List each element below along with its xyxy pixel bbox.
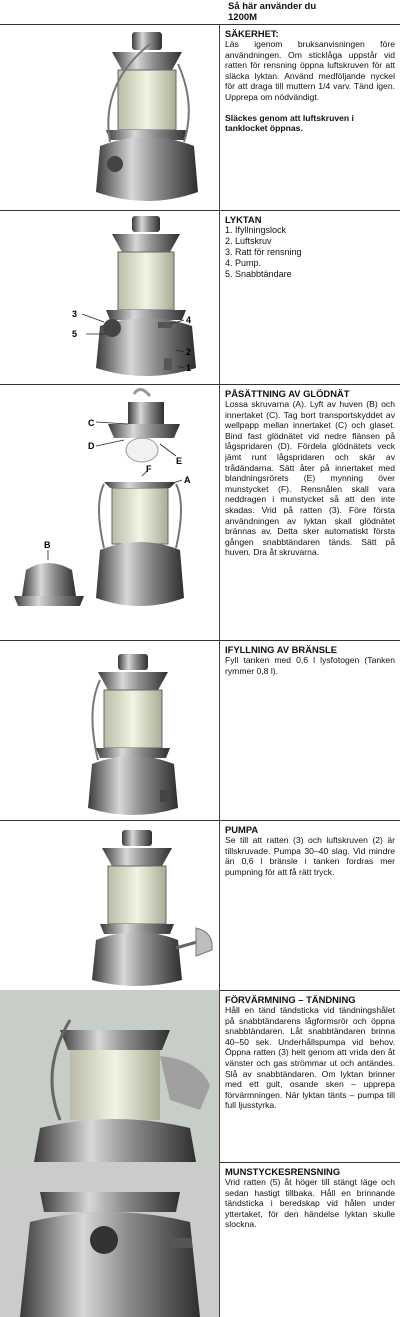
section-title: LYKTAN [225,214,262,225]
parts-text [225,214,395,280]
list-item: 4. Pump. [225,258,262,268]
hood-illustration [14,563,84,606]
list-item: 1. Ifyllningslock [225,225,287,235]
lighting-body: Håll en tänd tändsticka vid tändningshålet på snabbtändarens lågformsrör och öppna snabbtändaren. Låt snabbtändaren brinna 40–50 sek. Underhållspumpa vid behov. Öppna ratten (3) helt genom att vrida den åt vänster och gas strömmar ut och antändes. Slå av snabbtändaren. Om lyktan brinner med ett gult, osande sken – upprepa förvärmningen. När lyktan tänts – pumpa till full ljusstyrka. [225,1005,395,1111]
list-item: 5. Snabbtändare [225,269,292,279]
parts-list [225,225,395,280]
header-line-2: 1200M [228,12,258,23]
lantern-lighting-photo [0,990,219,1162]
section-mantle-fitting [0,384,400,641]
header-line-1: Så här använder du [228,1,317,12]
lantern-base-photo [0,1162,219,1317]
callout-B: B [44,540,51,550]
section-title: SÄKERHET: [225,28,279,39]
section-title: MUNSTYCKESRENSNING [225,1166,341,1177]
callout-E: E [176,456,183,466]
safety-text [225,28,395,134]
mantle-text [225,388,395,558]
lighting-text [225,994,395,1111]
section-title: PUMPA [225,824,259,835]
callout-4: 4 [186,315,192,325]
fuel-text [225,644,395,676]
pump-body: Se till att ratten (3) och luftskruven (2) är tillskruvade. Pumpa 30–40 slag. Vid mindre än 0,6 l bränsle i tanken fordras mer pumpning för att få rätt tryck. [225,835,395,877]
nozzle-text [225,1166,395,1230]
lantern-illustration [0,640,219,820]
section-title: IFYLLNING AV BRÄNSLE [225,644,337,655]
callout-D: D [88,441,95,451]
callout-5: 5 [72,329,78,339]
list-item: 2. Luftskruv [225,236,272,246]
section-title: FÖRVÄRMNING – TÄNDNING [225,994,356,1005]
section-safety [0,24,400,211]
callout-C: C [88,418,95,428]
lantern-pumping-illustration [0,820,219,990]
page-header [0,0,400,25]
mantle-exploded-illustration [96,389,184,606]
lantern-illustration [96,216,196,376]
callout-3: 3 [72,309,78,319]
section-nozzle-cleaning [0,1162,400,1317]
callout-F: F [146,464,152,474]
safety-body: Läs igenom bruksanvisningen före användningen. Om sticklåga uppstår vid ratten för rensning öppna luftskruven för att släcka lyktan. Använd medföljande nyckel för att draga till muttern 1/4 varv. Tänd igen. Upprepa om nödvändigt. [225,39,395,102]
pump-text [225,824,395,877]
mantle-body: Lossa skruvarna (A). Lyft av huven (B) och innertaket (C). Tag bort transportskyddet av wellpapp mellan innertaket (C) och glaset. Bind fast glödnätet vid nedre flänsen på lågspridaren (D). Fördela glödnätets veck jämt runt lågspridaren och skär av trådändarna. Sätt åter på innertaket med blandningsrörets (E) mynning över munstycket (F). Rensnålen skall vara neddragen i munstycket så att den inte skadas. Vrid på ratten (3). Före första användningen av lyktan skall glödnätet brännas av. Detta sker automatiskt första gången snabbtändaren tänds. Sätt på huven. Dra åt skruvarna. [225,399,395,558]
section-lantern-parts [0,210,400,385]
safety-note: Släckes genom att luftskruven i tanklocket öppnas. [225,112,354,134]
fuel-body: Fyll tanken med 0,6 l lysfotogen (Tanken rymmer 0,8 l). [225,655,395,676]
callout-1: 1 [186,363,192,373]
section-pumping [0,820,400,991]
nozzle-body: Vrid ratten (5) åt höger till stängt läge och sedan hastigt tillbaka. Håll en brinnande tändsticka i beredskap vid hålen under yttertaket, för den händelse lyktan skulle slockna. [225,1177,395,1230]
callout-A: A [184,475,191,485]
section-title: PÅSÄTTNING AV GLÖDNÄT [225,388,350,399]
list-item: 3. Ratt för rensning [225,247,302,257]
callout-2: 2 [186,347,192,357]
section-preheating-lighting [0,990,400,1163]
lantern-illustration [0,24,219,210]
section-fuel-filling [0,640,400,821]
